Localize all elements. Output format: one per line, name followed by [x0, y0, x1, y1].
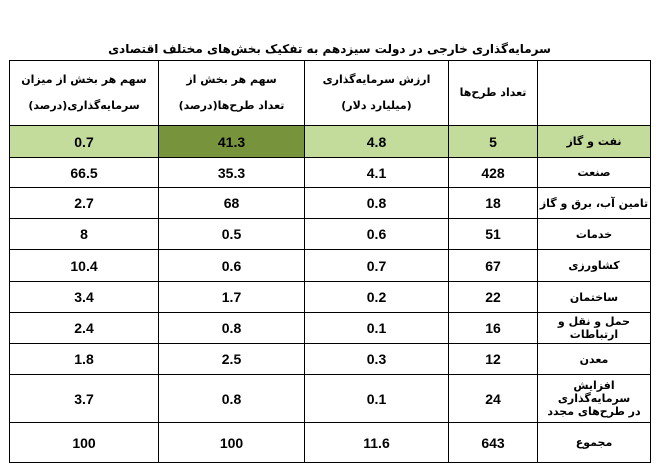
sector-cell: خدمات	[538, 219, 651, 250]
share-projects-cell: 100	[159, 423, 305, 463]
share-projects-cell: 1.7	[159, 282, 305, 313]
share-projects-cell: 0.6	[159, 250, 305, 282]
projects-cell: 67	[449, 250, 538, 282]
projects-cell: 5	[449, 126, 538, 158]
share-value-cell: 3.4	[10, 282, 159, 313]
projects-cell: 24	[449, 375, 538, 423]
header-value-line2: (میلیارد دلار)	[341, 99, 412, 112]
header-row	[10, 61, 651, 126]
table-row	[10, 282, 651, 313]
share-projects-cell: 0.5	[159, 219, 305, 250]
sector-cell: نفت و گاز	[538, 126, 651, 158]
share-value-cell: 100	[10, 423, 159, 463]
sector-cell: ساختمان	[538, 282, 651, 313]
sector-cell: کشاورزی	[538, 250, 651, 282]
projects-cell: 12	[449, 344, 538, 375]
share-value-cell: 0.7	[10, 126, 159, 158]
sector-cell: صنعت	[538, 158, 651, 188]
table-row	[10, 375, 651, 423]
projects-cell: 22	[449, 282, 538, 313]
projects-cell: 18	[449, 188, 538, 219]
header-share-value	[10, 61, 159, 126]
share-projects-cell: 2.5	[159, 344, 305, 375]
header-share-value-line2: سرمایه‌گذاری(درصد)	[28, 99, 140, 112]
share-value-cell: 8	[10, 219, 159, 250]
header-sector	[538, 61, 651, 126]
investment-table	[9, 60, 651, 463]
table-row	[10, 219, 651, 250]
share-projects-cell: 0.8	[159, 313, 305, 344]
share-value-cell: 2.4	[10, 313, 159, 344]
value-cell: 0.3	[305, 344, 449, 375]
header-value	[305, 61, 449, 126]
value-cell: 0.8	[305, 188, 449, 219]
table-row	[10, 158, 651, 188]
share-value-cell: 1.8	[10, 344, 159, 375]
value-cell: 0.2	[305, 282, 449, 313]
projects-cell: 51	[449, 219, 538, 250]
share-projects-cell: 68	[159, 188, 305, 219]
table-row	[10, 126, 651, 158]
sector-cell: حمل و نقل و ارتباطات	[538, 313, 651, 344]
value-cell: 4.8	[305, 126, 449, 158]
table-row	[10, 188, 651, 219]
sector-line1: افزایش سرمایه‌گذاری	[557, 379, 631, 405]
header-share-projects-line1: سهم هر بخش از	[186, 73, 277, 86]
header-share-projects-line2: تعداد طرح‌ها(درصد)	[178, 99, 285, 112]
value-cell: 11.6	[305, 423, 449, 463]
total-row	[10, 423, 651, 463]
share-projects-cell: 35.3	[159, 158, 305, 188]
sector-line2: در طرح‌های مجدد	[547, 405, 641, 418]
projects-cell: 16	[449, 313, 538, 344]
share-projects-cell: 41.3	[159, 126, 305, 158]
value-cell: 0.1	[305, 313, 449, 344]
value-cell: 0.7	[305, 250, 449, 282]
sector-cell: مجموع	[538, 423, 651, 463]
table-row	[10, 313, 651, 344]
share-value-cell: 66.5	[10, 158, 159, 188]
header-value-line1: ارزش سرمایه‌گذاری	[322, 73, 431, 86]
header-projects: تعداد طرح‌ها	[449, 61, 538, 126]
sector-cell: معدن	[538, 344, 651, 375]
projects-cell: 643	[449, 423, 538, 463]
table-row	[10, 250, 651, 282]
share-value-cell: 3.7	[10, 375, 159, 423]
share-value-cell: 10.4	[10, 250, 159, 282]
projects-cell: 428	[449, 158, 538, 188]
sector-cell	[538, 375, 651, 423]
value-cell: 0.6	[305, 219, 449, 250]
value-cell: 4.1	[305, 158, 449, 188]
share-projects-cell: 0.8	[159, 375, 305, 423]
table-row	[10, 344, 651, 375]
sector-cell: تامین آب، برق و گاز	[538, 188, 651, 219]
table-title: سرمایه‌گذاری خارجی در دولت سیزدهم به تفکیک بخش‌های مختلف اقتصادی	[108, 42, 551, 56]
value-cell: 0.1	[305, 375, 449, 423]
header-share-projects	[159, 61, 305, 126]
share-value-cell: 2.7	[10, 188, 159, 219]
header-share-value-line1: سهم هر بخش از میزان	[21, 73, 147, 86]
